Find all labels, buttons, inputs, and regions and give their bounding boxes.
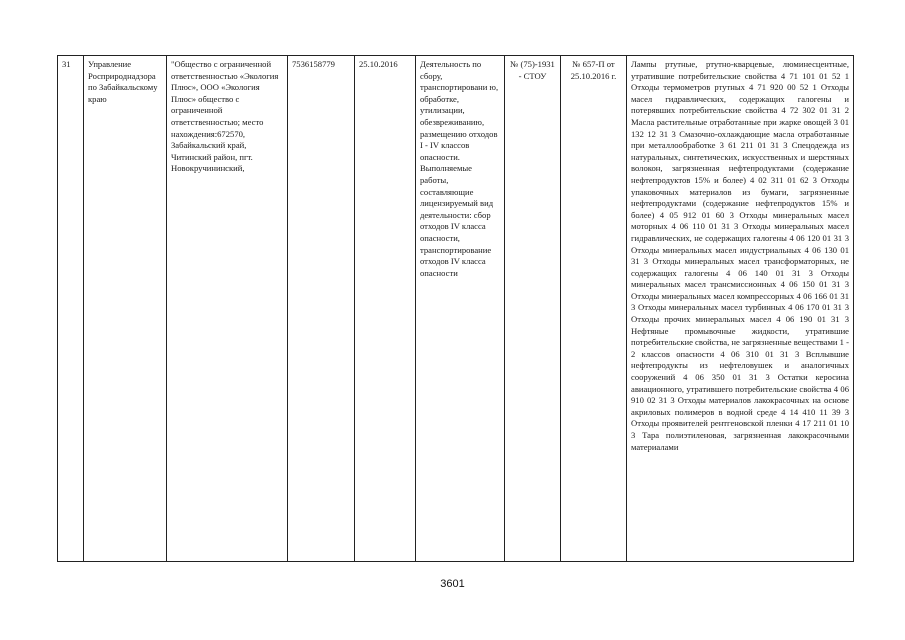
table-row <box>58 56 854 562</box>
order-cell: № 657-П от 25.10.2016 г. <box>561 56 627 562</box>
organization-cell: "Общество с ограниченной ответственностью «Экология Плюс», ООО «Экология Плюс» общество с ограниченной ответственностью; место нахождения:672570, Забайкальский край, Читинский район, пгт. Новокручининский, <box>167 56 288 562</box>
activity-cell: Деятельность по сбору, транспортировани ю, обработке, утилизации, обезвреживанию, размещению отходов I - IV классов опасности. Выполняемые работы, составляющие лицензируемый вид деятельности: сбор отходов IV класса опасности, транспортирование отходов IV класса опасности <box>416 56 505 562</box>
inn-cell: 7536158779 <box>288 56 355 562</box>
row-number-cell: 31 <box>58 56 84 562</box>
page-number: 3601 <box>440 578 465 590</box>
license-number-cell: № (75)-1931 - СТОУ <box>505 56 561 562</box>
date-cell: 25.10.2016 <box>355 56 416 562</box>
registry-table <box>57 55 854 562</box>
authority-cell: Управление Росприроднадзора по Забайкальскому краю <box>84 56 167 562</box>
waste-list-cell: Лампы ртутные, ртутно-кварцевые, люминесцентные, утратившие потребительские свойства 4 71 101 01 52 1 Отходы термометров ртутных 4 71 920 00 52 1 Отходы масел гидравлических, содержащих галогены и потерявших потребительские свойства 4 72 302 01 31 2 Масла растительные отработанные при жарке овощей 3 01 132 12 31 3 Смазочно-охлаждающие масла отработанные при металлообработке 3 61 211 01 31 3 Спецодежда из натуральных, синтетических, искусственных и шерстяных волокон, загрязненная нефтепродуктами (содержание нефтепродуктов 15% и более) 4 02 311 01 62 3 Отходы упаковочных материалов из бумаги, загрязненные нефтепродуктами (содержание нефтепродуктов 15% и более) 4 05 912 01 60 3 Отходы минеральных масел моторных 4 06 110 01 31 3 Отходы минеральных масел гидравлических, не содержащих галогены 4 06 120 01 31 3 Отходы минеральных масел индустриальных 4 06 130 01 31 3 Отходы минеральных масел трансформаторных, не содержащих галогены 4 06 140 01 31 3 Отходы минеральных масел трансмиссионных 4 06 150 01 31 3 Отходы минеральных масел компрессорных 4 06 166 01 31 3 Отходы минеральных масел турбинных 4 06 170 01 31 3 Отходы прочих минеральных масел 4 06 190 01 31 3 Нефтяные промывочные жидкости, утратившие потребительские свойства, не загрязненные веществами 1 - 2 классов опасности 4 06 310 01 31 3 Всплывшие нефтепродукты из нефтеловушек и аналогичных сооружений 4 06 350 01 31 3 Остатки керосина авиационного, утратившего потребительские свойства 4 06 910 02 31 3 Отходы материалов лакокрасочных на основе акриловых полимеров в водной среде 4 14 410 11 39 3 Отходы проявителей рентгеновской пленки 4 17 211 01 10 3 Тара полиэтиленовая, загрязненная лакокрасочными материалами <box>627 56 854 562</box>
